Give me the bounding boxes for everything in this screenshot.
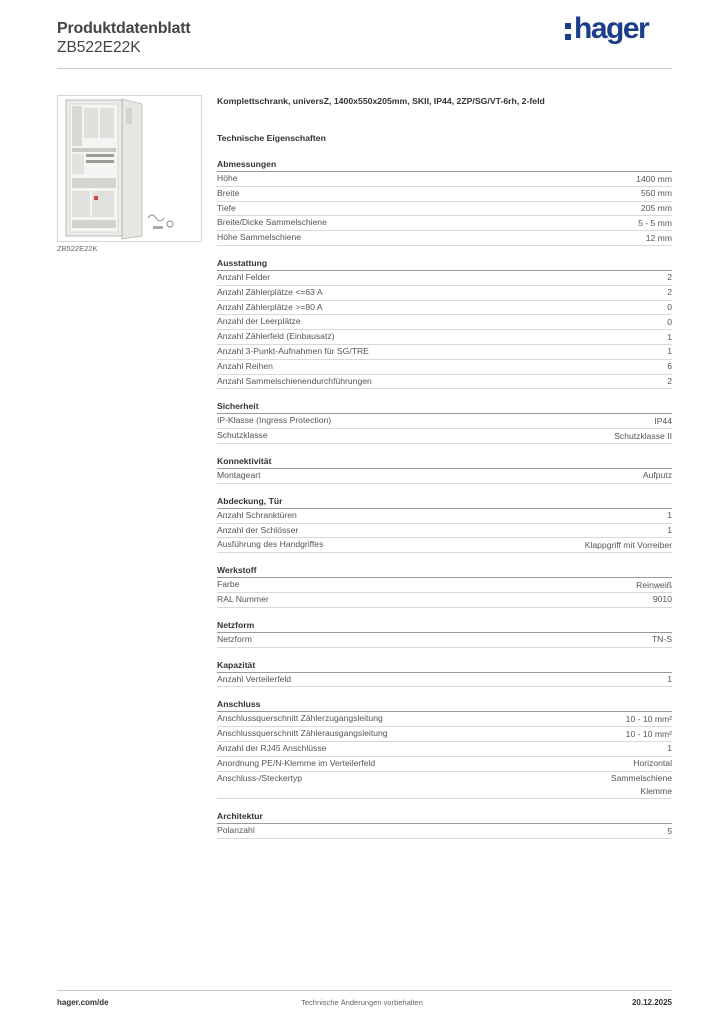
section-title: Kapazität [217, 659, 672, 673]
property-value: 1 [667, 525, 672, 536]
property-label: Höhe Sammelschiene [217, 232, 302, 243]
property-label: Netzform [217, 633, 252, 644]
property-label: Anzahl Verteilerfeld [217, 673, 292, 684]
property-label: Anzahl 3-Punkt-Aufnahmen für SG/TRE [217, 345, 369, 356]
hager-logo [565, 14, 648, 44]
property-row [217, 712, 672, 727]
property-row [217, 578, 672, 593]
product-code: ZB522E22K [57, 39, 141, 56]
section-title: Konnektivität [217, 455, 672, 469]
property-value: Aufputz [642, 470, 672, 481]
property-row [217, 524, 672, 539]
property-label: Anzahl Schranktüren [217, 509, 297, 520]
footer-date: 20.12.2025 [631, 998, 672, 1007]
property-value: 12 mm [645, 232, 672, 243]
section-title: Sicherheit [217, 400, 672, 414]
section-title: Netzform [217, 619, 672, 633]
property-value: 10 - 10 mm² [625, 728, 672, 739]
property-label: Polanzahl [217, 825, 255, 836]
property-row [217, 330, 672, 345]
property-value: Reinweiß [636, 579, 672, 590]
footer-website: hager.com/de [57, 998, 109, 1007]
property-row [217, 375, 672, 390]
section-title: Abmessungen [217, 158, 672, 172]
property-label: Anzahl der Schlösser [217, 524, 299, 535]
property-label: Höhe [217, 173, 238, 183]
property-value: 9010 [652, 594, 672, 605]
footer-divider [57, 990, 672, 991]
property-label: Anzahl Zählerplätze <=63 A [217, 286, 323, 297]
property-value: 1 [667, 346, 672, 357]
property-value: 5 [667, 825, 672, 836]
property-label: Anzahl Felder [217, 271, 271, 282]
section-title: Werkstoff [217, 564, 672, 578]
property-row [217, 216, 672, 231]
image-caption: ZB522E22K [57, 244, 98, 253]
property-value: 1 [667, 743, 672, 754]
property-label: Anzahl Sammelschienendurchführungen [217, 375, 372, 386]
property-row [217, 429, 672, 444]
property-label: Ausführung des Handgriffes [217, 539, 324, 550]
property-section [217, 455, 672, 484]
property-value: 1400 mm [636, 173, 672, 184]
property-row [217, 469, 672, 484]
property-value: 6 [667, 361, 672, 372]
property-section [217, 619, 672, 648]
section-title: Anschluss [217, 698, 672, 712]
property-section [217, 810, 672, 839]
property-label: Schutzklasse [217, 430, 268, 441]
property-label: Anschlussquerschnitt Zählerzugangsleitung [217, 713, 383, 724]
property-value: 10 - 10 mm² [625, 713, 672, 724]
property-value: Klappgriff mit Vorreiber [584, 539, 672, 550]
property-label: Anzahl der Leerplätze [217, 316, 301, 327]
property-label: Montageart [217, 469, 261, 480]
property-row [217, 824, 672, 839]
property-value: Schutzklasse II [614, 430, 672, 441]
logo-dots-icon [565, 23, 571, 40]
property-row [217, 742, 672, 757]
property-row [217, 202, 672, 217]
section-title: Architektur [217, 810, 672, 824]
property-row [217, 231, 672, 246]
property-label: Breite/Dicke Sammelschiene [217, 217, 327, 228]
property-value: 5 - 5 mm [638, 217, 672, 228]
property-section [217, 495, 672, 553]
property-value: 2 [667, 376, 672, 387]
page-title: Produktdatenblatt [57, 20, 191, 37]
properties-list [217, 158, 672, 839]
property-row [217, 345, 672, 360]
property-value: 550 mm [640, 188, 672, 199]
property-row [217, 538, 672, 553]
property-value: IP44 [654, 415, 672, 426]
property-row [217, 187, 672, 202]
product-details [217, 95, 672, 850]
property-row [217, 271, 672, 286]
property-row [217, 286, 672, 301]
property-section [217, 400, 672, 444]
property-label: Anzahl Zählerplätze >=80 A [217, 301, 323, 312]
property-label: Farbe [217, 579, 240, 590]
property-value: 2 [667, 272, 672, 283]
property-row [217, 673, 672, 688]
property-row [217, 633, 672, 648]
section-title: Ausstattung [217, 257, 672, 271]
property-label: RAL Nummer [217, 593, 269, 604]
property-label: Tiefe [217, 202, 236, 213]
property-label: Anschluss-/Steckertyp [217, 772, 303, 783]
property-label: Anzahl der RJ45 Anschlüsse [217, 742, 327, 753]
property-section [217, 659, 672, 688]
property-value: Sammelschiene Klemme [610, 773, 672, 797]
property-value: 1 [667, 510, 672, 521]
property-row [217, 315, 672, 330]
cabinet-illustration-icon [58, 96, 201, 241]
property-row [217, 727, 672, 742]
properties-heading: Technische Eigenschaften [217, 133, 326, 143]
property-section [217, 698, 672, 799]
property-row [217, 772, 672, 800]
property-row [217, 360, 672, 375]
property-value: 1 [667, 674, 672, 685]
property-row [217, 757, 672, 772]
property-value: TN-S [651, 634, 672, 645]
property-row [217, 509, 672, 524]
footer-disclaimer: Technische Änderungen vorbehalten [301, 998, 423, 1007]
property-label: Anordnung PE/N-Klemme im Verteilerfeld [217, 757, 376, 768]
section-title: Abdeckung, Tür [217, 495, 672, 509]
property-row [217, 593, 672, 608]
logo-text: hager [574, 12, 649, 45]
property-row [217, 301, 672, 316]
property-row [217, 172, 672, 187]
property-value: Horizontal [633, 758, 672, 769]
product-description: Komplettschrank, universZ, 1400x550x205mm, SKII, IP44, 2ZP/SG/VT-6rh, 2-feld [217, 96, 545, 106]
property-value: 205 mm [640, 203, 672, 214]
property-value: 1 [667, 331, 672, 342]
property-label: Anzahl Reihen [217, 360, 273, 371]
property-label: IP-Klasse (Ingress Protection) [217, 415, 332, 426]
header-divider [57, 68, 672, 69]
property-row [217, 414, 672, 429]
property-value: 0 [667, 316, 672, 327]
property-label: Breite [217, 187, 240, 198]
property-label: Anzahl Zählerfeld (Einbausatz) [217, 331, 335, 342]
property-section [217, 158, 672, 246]
property-section [217, 257, 672, 389]
product-image [57, 95, 202, 242]
property-label: Anschlussquerschnitt Zählerausgangsleitung [217, 728, 388, 739]
property-section [217, 564, 672, 608]
property-value: 2 [667, 287, 672, 298]
property-value: 0 [667, 302, 672, 313]
